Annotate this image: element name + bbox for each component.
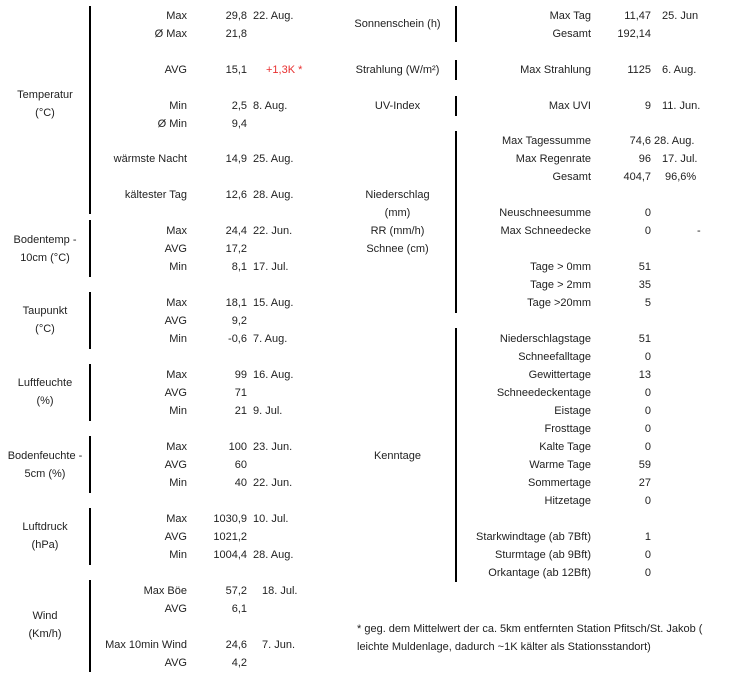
row-label: Max UVI (548, 100, 591, 112)
row-value: 0 (644, 567, 651, 579)
row-value: 57,2 (225, 585, 247, 597)
row-date: 22. Jun. (253, 225, 293, 237)
row-extra: 96,6% (665, 171, 697, 183)
row-label: Min (169, 333, 187, 345)
row-label: Max Schneedecke (500, 225, 591, 237)
group-label: Bodenfeuchte - 5cm (%) (7, 450, 83, 480)
row-label: Starkwindtage (ab 7Bft) (476, 531, 591, 543)
group-label: Luftdruck (hPa) (22, 521, 68, 551)
row-value: 9,2 (231, 315, 247, 327)
row-label: Gesamt (552, 28, 591, 40)
row-label: Min (169, 405, 187, 417)
row-date: 22. Aug. (253, 10, 294, 22)
row-label: Niederschlagstage (499, 333, 591, 345)
row-label: Sommertage (528, 477, 591, 489)
row-value: 0 (644, 351, 651, 363)
row-label: AVG (164, 531, 187, 543)
row-date: 22. Jun. (253, 477, 293, 489)
row-date: 6. Aug. (662, 64, 697, 76)
row-value: 21 (234, 405, 247, 417)
row-value: 2,5 (231, 100, 247, 112)
row-label: Ø Max (154, 28, 187, 40)
row-label: AVG (164, 657, 187, 669)
row-label: Eistage (554, 405, 591, 417)
group-label: Luftfeuchte (%) (17, 377, 73, 407)
row-value: 8,1 (231, 261, 247, 273)
row-date: 17. Jul. (662, 153, 698, 165)
row-label: AVG (164, 243, 187, 255)
row-label: Min (169, 261, 187, 273)
group-label: Sonnenschein (h) (354, 18, 441, 30)
row-value: 24,4 (225, 225, 247, 237)
row-date: 15. Aug. (253, 297, 294, 309)
row-label: Hitzetage (544, 495, 591, 507)
footnote: * geg. dem Mittelwert der ca. 5km entfernten Station Pfitsch/St. Jakob ( leichte Muldenlage, dadurch ~1K kälter als Stationsstandort) (357, 623, 703, 653)
row-value: 100 (228, 441, 247, 453)
row-value: 24,6 (225, 639, 247, 651)
row-value: 9,4 (231, 118, 247, 130)
row-label: Min (169, 549, 187, 561)
row-label: AVG (164, 603, 187, 615)
row-label: Schneefalltage (518, 351, 591, 363)
row-date: 7. Jun. (262, 639, 296, 651)
row-label: Max Tag (549, 10, 591, 22)
row-value: 5 (644, 297, 651, 309)
row-value: 12,6 (225, 189, 247, 201)
row-label: Gesamt (552, 171, 591, 183)
row-value: 60 (234, 459, 247, 471)
row-label: AVG (164, 459, 187, 471)
group-label: Strahlung (W/m²) (355, 64, 440, 76)
row-value: 0 (644, 423, 651, 435)
row-value: 15,1 (225, 64, 247, 76)
group-label: Niederschlag (mm) RR (mm/h) Schnee (cm) (365, 189, 430, 255)
row-label: Frosttage (544, 423, 591, 435)
row-date: 8. Aug. (253, 100, 288, 112)
row-label: Schneedeckentage (496, 387, 591, 399)
row-label: Max Böe (143, 585, 187, 597)
group-label: Kenntage (373, 450, 422, 462)
row-value: 96 (638, 153, 651, 165)
row-value: 14,9 (225, 153, 247, 165)
row-label: Min (169, 477, 187, 489)
row-label: Warme Tage (529, 459, 591, 471)
row-value: 0 (644, 441, 651, 453)
row-value: 17,2 (225, 243, 247, 255)
row-value: 21,8 (225, 28, 247, 40)
row-extra: - (697, 225, 701, 237)
row-date: 25. Aug. (253, 153, 294, 165)
row-label: Tage >20mm (527, 297, 591, 309)
row-date: 28. Aug. (654, 135, 695, 147)
row-label: Max Strahlung (520, 64, 591, 76)
row-date: 25. Jun (662, 10, 699, 22)
row-label: AVG (164, 64, 187, 76)
anomaly-note: +1,3K * (266, 64, 303, 76)
row-value: 0 (644, 495, 651, 507)
row-label: AVG (164, 387, 187, 399)
row-value: 51 (638, 261, 651, 273)
row-value: 29,8 (225, 10, 247, 22)
row-label: Sturmtage (ab 9Bft) (495, 549, 591, 561)
row-label: kältester Tag (124, 189, 187, 201)
row-label: Orkantage (ab 12Bft) (488, 567, 591, 579)
row-label: wärmste Nacht (113, 153, 187, 165)
row-label: AVG (164, 315, 187, 327)
row-value: -0,6 (228, 333, 247, 345)
row-date: 23. Jun. (253, 441, 293, 453)
group-label: UV-Index (374, 100, 421, 112)
row-value: 404,7 (623, 171, 651, 183)
row-label: Max (166, 297, 187, 309)
row-label: Max (166, 225, 187, 237)
row-date: 16. Aug. (253, 369, 294, 381)
row-date: 10. Jul. (253, 513, 289, 525)
row-value: 0 (644, 405, 651, 417)
row-value: 1021,2 (213, 531, 247, 543)
row-label: Max Regenrate (515, 153, 591, 165)
row-value: 59 (638, 459, 651, 471)
group-label: Wind (Km/h) (28, 610, 62, 640)
row-label: Max Tagessumme (501, 135, 591, 147)
row-value: 0 (644, 387, 651, 399)
row-date: 28. Aug. (253, 189, 294, 201)
row-value: 1 (644, 531, 651, 543)
row-value: 0 (644, 225, 651, 237)
row-label: Kalte Tage (539, 441, 591, 453)
row-value: 11,47 (624, 10, 651, 22)
row-label: Max 10min Wind (105, 639, 187, 651)
row-value: 1125 (627, 64, 651, 76)
row-value: 9 (644, 100, 651, 112)
group-label: Taupunkt (°C) (22, 305, 68, 335)
row-label: Max (166, 513, 187, 525)
row-value: 4,2 (231, 657, 247, 669)
row-value: 40 (234, 477, 247, 489)
row-value: 27 (638, 477, 651, 489)
group-label: Bodentemp - 10cm (°C) (13, 234, 77, 264)
row-label: Ø Min (157, 118, 187, 130)
row-label: Tage > 2mm (530, 279, 591, 291)
row-value: 192,14 (617, 28, 651, 40)
row-date: 9. Jul. (253, 405, 283, 417)
row-value: 0 (644, 549, 651, 561)
row-label: Max (166, 10, 187, 22)
row-value: 13 (638, 369, 651, 381)
row-value: 51 (638, 333, 651, 345)
row-value: 74,6 (629, 135, 651, 147)
row-value: 6,1 (231, 603, 247, 615)
row-date: 7. Aug. (253, 333, 288, 345)
row-label: Tage > 0mm (530, 261, 591, 273)
row-label: Neuschneesumme (499, 207, 591, 219)
row-value: 1030,9 (213, 513, 247, 525)
row-value: 99 (234, 369, 247, 381)
group-label: Temperatur (°C) (17, 89, 73, 119)
row-label: Gewittertage (528, 369, 591, 381)
row-value: 35 (638, 279, 651, 291)
row-date: 18. Jul. (262, 585, 298, 597)
row-value: 0 (644, 207, 651, 219)
row-value: 71 (234, 387, 247, 399)
row-label: Min (169, 100, 187, 112)
row-date: 11. Jun. (662, 100, 701, 112)
row-value: 1004,4 (213, 549, 247, 561)
row-date: 17. Jul. (253, 261, 289, 273)
row-label: Max (166, 369, 187, 381)
row-label: Max (166, 441, 187, 453)
row-date: 28. Aug. (253, 549, 294, 561)
row-value: 18,1 (225, 297, 247, 309)
